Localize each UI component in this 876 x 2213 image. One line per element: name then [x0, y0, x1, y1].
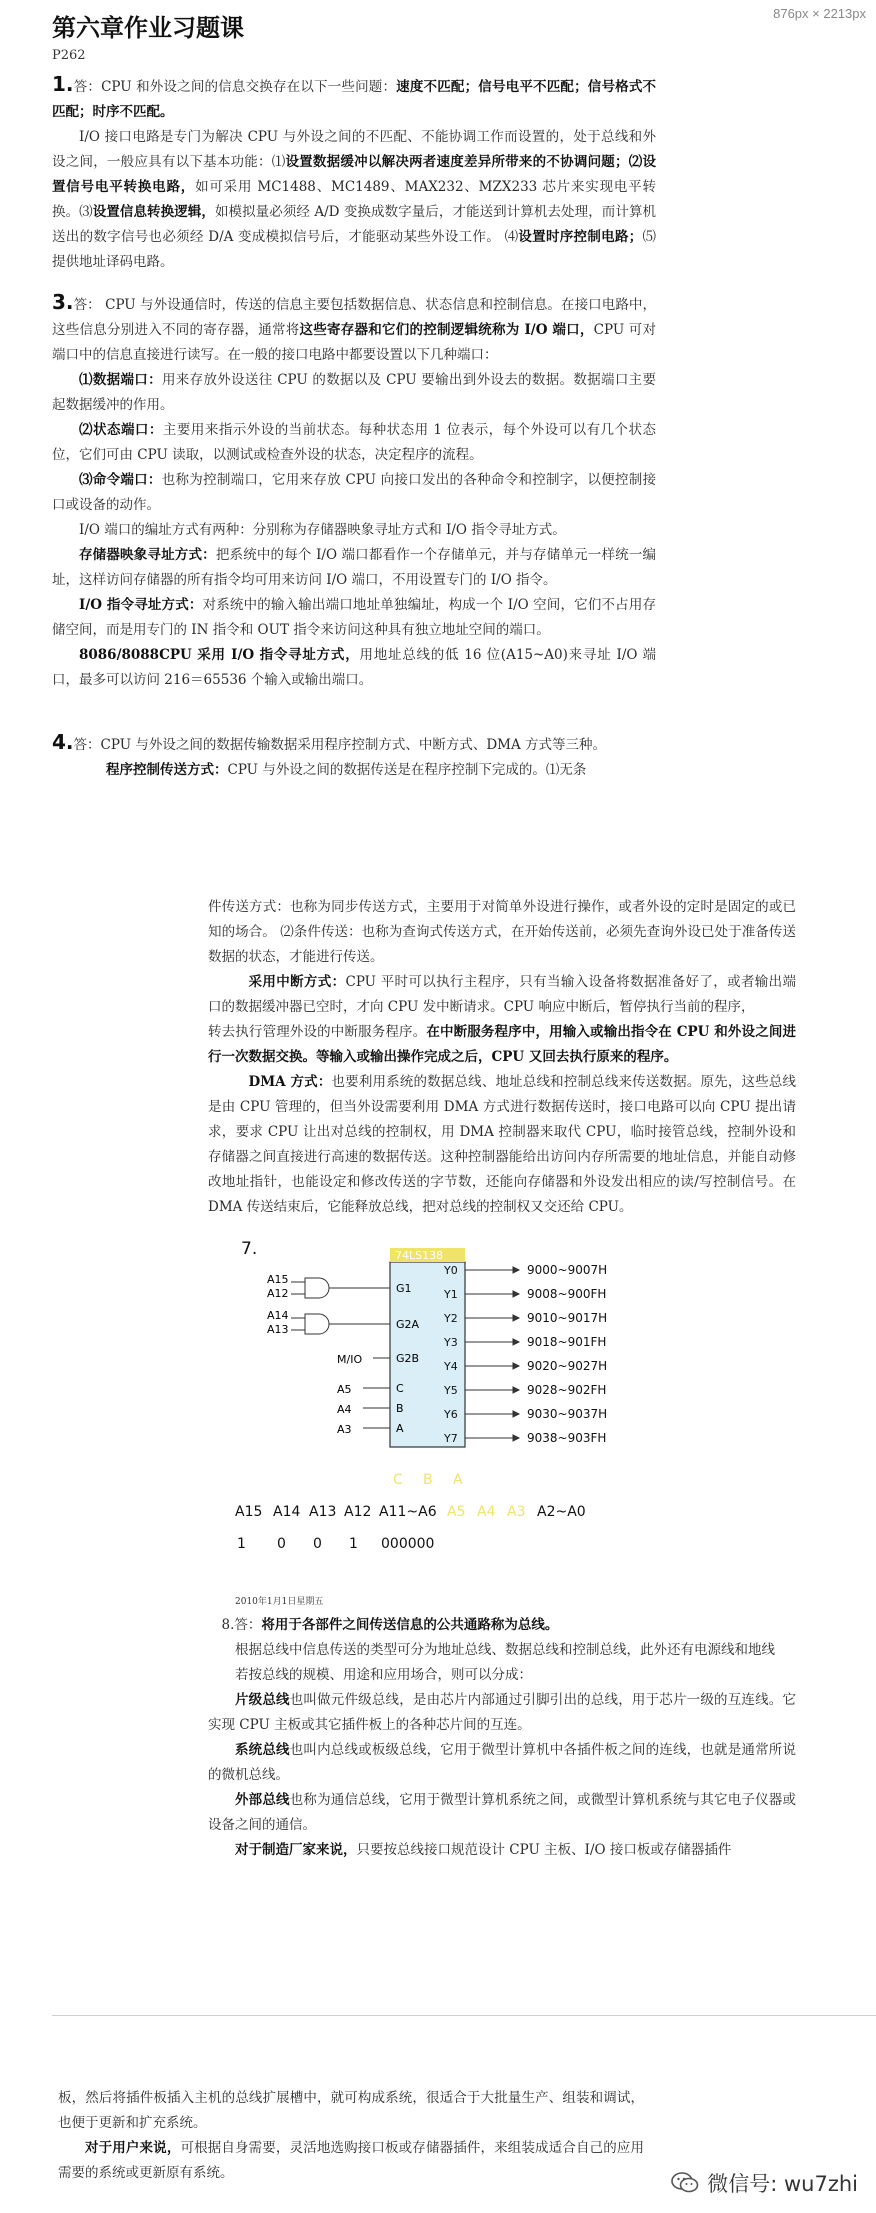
addr-a12: A12: [344, 1504, 372, 1520]
decoder-circuit-diagram: [215, 1236, 675, 1576]
addr-a3: A3: [507, 1504, 526, 1520]
input-a14: A14: [267, 1309, 289, 1322]
input-a4: A4: [337, 1403, 352, 1416]
answer-8-continued: 板，然后将插件板插入主机的总线扩展槽中，就可构成系统，很适合于大批量生产、组装和调试，也便于更新和扩充系统。 对于用户来说，可根据自身需要，灵活地选购接口板或存储器插件，来组装成适合自己的应用需要的系统或更新原有系统。: [58, 2090, 645, 2181]
answer-3: 3.答： CPU 与外设通信时，传送的信息主要包括数据信息、状态信息和控制信息。在接口电路中，这些信息分别进入不同的寄存器，通常将这些寄存器和它们的控制逻辑统称为 I/O 端口，CPU 可对端口中的信息直接进行读写。在一般的接口电路中都要设置以下几种端口： ⑴数据端口：用来存放外设送往 CPU 的数据以及 CPU 要输出到外设去的数据。数据端口主要起数据缓冲的作用。 ⑵状态端口：主要用来指示外设的当前状态。每种状态用 1 位表示，每个外设可以有几个状态位，它们可由 CPU 读取，以测试或检查外设的状态，决定程序的流程。 ⑶命令端口：也称为控制端口，它用来存放 CPU 向接口发出的各种命令和控制字，以便控制接口或设备的动作。 I/O 端口的编址方式有两种：分别称为存储器映象寻址方式和 I/O 指令寻址方式。 存储器映象寻址方式：把系统中的每个 I/O 端口都看作一个存储单元，并与存储单元一样统一编址，这样访问存储器的所有指令均可用来访问 I/O 端口，不用设置专门的 I/O 指令。 I/O 指令寻址方式：对系统中的输入输出端口地址单独编址，构成一个 I/O 空间，它们不占用存储空间，而是用专门的 IN 指令和 OUT 指令来访问这种具有独立地址空间的端口。 8086/8088CPU 采用 I/O 指令寻址方式，用地址总线的低 16 位(A15~A0)来寻址 I/O 端口，最多可以访问 216＝65536 个输入或输出端口。: [52, 290, 657, 688]
addr-a2-a0: A2~A0: [537, 1504, 586, 1520]
cba-label-c: C: [393, 1472, 403, 1488]
pin-a: A: [396, 1422, 404, 1435]
pin-y0: Y0: [444, 1264, 458, 1277]
address-range-y0: 9000~9007H: [527, 1263, 608, 1277]
wechat-watermark: [671, 2168, 858, 2198]
question-number: 3.: [52, 290, 74, 314]
addr-a11-a6: A11~A6: [379, 1504, 437, 1520]
answer-4-part-2: 件传送方式：也称为同步传送方式，主要用于对简单外设进行操作，或者外设的定时是固定的或已知的场合。 ⑵条件传送：也称为查询式传送方式，在开始传送前，必须先查询外设已处于准备传送数据的状态，才能进行传送。 采用中断方式：CPU 平时可以执行主程序，只有当输入设备将数据准备好了，或者输出端口的数据缓冲器已空时，才向 CPU 发中断请求。CPU 响应中断后，暂停执行当前的程序， 转去执行管理外设的中断服务程序。在中断服务程序中，用输入或输出指令在 CPU 和外设之间进行一次数据交换。等输入或输出操作完成之后，CPU 又回去执行原来的程序。 DMA 方式：也要利用系统的数据总线、地址总线和控制总线来传送数据。原先，这些总线是由 CPU 管理的，但当外设需要利用 DMA 方式进行数据传送时，接口电路可以向 CPU 提出请求，要求 CPU 让出对总线的控制权，用 DMA 控制器来取代 CPU，临时接管总线，控制外设和存储器之间直接进行高速的数据传送。这种控制器能给出访问内存所需要的地址信息，并能自动修改地址指针，也能设定和修改传送的字节数，还能向存储器和外设发出相应的读/写控制信号。在 DMA 传送结束后，它能释放总线，把对总线的控制权又交还给 CPU。: [208, 899, 797, 1215]
output-arrows: [465, 1267, 519, 1441]
question-number: 8.: [221, 1617, 235, 1633]
input-a12: A12: [267, 1287, 289, 1300]
pin-y4: Y4: [444, 1360, 458, 1373]
address-range-y7: 9038~903FH: [527, 1431, 607, 1445]
address-range-y5: 9028~902FH: [527, 1383, 607, 1397]
and-gate-1: [305, 1278, 329, 1298]
answer-1: 1.答：CPU 和外设之间的信息交换存在以下一些问题：速度不匹配；信号电平不匹配；信号格式不匹配；时序不匹配。 I/O 接口电路是专门为解决 CPU 与外设之间的不匹配、不能协调工作而设置的，处于总线和外设之间，一般应具有以下基本功能：⑴设置数据缓冲以解决两者速度差异所带来的不协调问题；⑵设置信号电平转换电路，如可采用 MC1488、MC1489、MAX232、MZX233 芯片来实现电平转换。⑶设置信息转换逻辑，如模拟量必须经 A/D 变换成数字量后，才能送到计算机去处理，而计算机送出的数字信号也必须经 D/A 变成模拟信号后，才能驱动某些外设工作。 ⑷设置时序控制电路；⑸提供地址译码电路。: [52, 72, 657, 270]
addr-a4: A4: [477, 1504, 496, 1520]
input-m-io: M/IO: [337, 1353, 363, 1366]
addr-a5: A5: [447, 1504, 466, 1520]
pin-y1: Y1: [444, 1288, 458, 1301]
value-a14: 0: [277, 1536, 286, 1552]
pin-c: C: [396, 1382, 404, 1395]
address-range-y3: 9018~901FH: [527, 1335, 607, 1349]
page-reference: P262: [52, 48, 86, 63]
image-dimensions: 876px × 2213px: [773, 6, 866, 21]
pin-y6: Y6: [444, 1408, 458, 1421]
value-a15: 1: [237, 1536, 246, 1552]
pin-y5: Y5: [444, 1384, 458, 1397]
addr-a13: A13: [309, 1504, 337, 1520]
and-gate-2: [305, 1314, 329, 1334]
pin-g1: G1: [396, 1282, 412, 1295]
question-number: 4.: [52, 730, 74, 754]
address-range-y1: 9008~900FH: [527, 1287, 607, 1301]
address-range-y4: 9020~9027H: [527, 1359, 608, 1373]
value-a11-a6: 000000: [381, 1536, 435, 1552]
cba-label-a: A: [453, 1472, 463, 1488]
page-title: 第六章作业习题课: [52, 14, 244, 42]
chip-label: 74LS138: [395, 1249, 444, 1262]
pin-b: B: [396, 1402, 404, 1415]
address-range-y6: 9030~9037H: [527, 1407, 608, 1421]
address-range-y2: 9010~9017H: [527, 1311, 608, 1325]
value-a12: 1: [349, 1536, 358, 1552]
input-a15: A15: [267, 1273, 289, 1286]
input-a13: A13: [267, 1323, 289, 1336]
pin-y7: Y7: [444, 1432, 458, 1445]
addr-a15: A15: [235, 1504, 263, 1520]
answer-8: 8.答：将用于各部件之间传送信息的公共通路称为总线。 根据总线中信息传送的类型可分为地址总线、数据总线和控制总线，此外还有电源线和地线 若按总线的规模、用途和应用场合，则可以分成： 片级总线也叫做元件级总线，是由芯片内部通过引脚引出的总线，用于芯片一级的互连线。它实现 CPU 主板或其它插件板上的各种芯片间的互连。 系统总线也叫内总线或板级总线，它用于微型计算机中各插件板之间的连线，也就是通常所说的微机总线。 外部总线也称为通信总线，它用于微型计算机系统之间，或微型计算机系统与其它电子仪器或设备之间的通信。 对于制造厂家来说，只要按总线接口规范设计 CPU 主板、I/O 接口板或存储器插件: [208, 1617, 796, 1858]
wechat-id: 微信号: wu7zhi: [707, 2172, 858, 2196]
pin-y3: Y3: [444, 1336, 458, 1349]
value-a13: 0: [313, 1536, 322, 1552]
pin-y2: Y2: [444, 1312, 458, 1325]
input-a5: A5: [337, 1383, 352, 1396]
input-a3: A3: [337, 1423, 352, 1436]
wechat-icon: [671, 2171, 699, 2195]
pin-g2b: G2B: [396, 1352, 420, 1365]
answer-4-part-1: 4.答：CPU 与外设之间的数据传输数据采用程序控制方式、中断方式、DMA 方式等三种。 程序控制传送方式：CPU 与外设之间的数据传送是在程序控制下完成的。⑴无条: [52, 730, 607, 778]
page-divider: [52, 2015, 876, 2016]
question-7-number: 7.: [241, 1239, 258, 1259]
question-number: 1.: [52, 72, 74, 96]
addr-a14: A14: [273, 1504, 301, 1520]
cba-label-b: B: [423, 1472, 433, 1488]
pin-g2a: G2A: [396, 1318, 420, 1331]
date-note: 2010年1月1日星期五: [235, 1597, 324, 1607]
